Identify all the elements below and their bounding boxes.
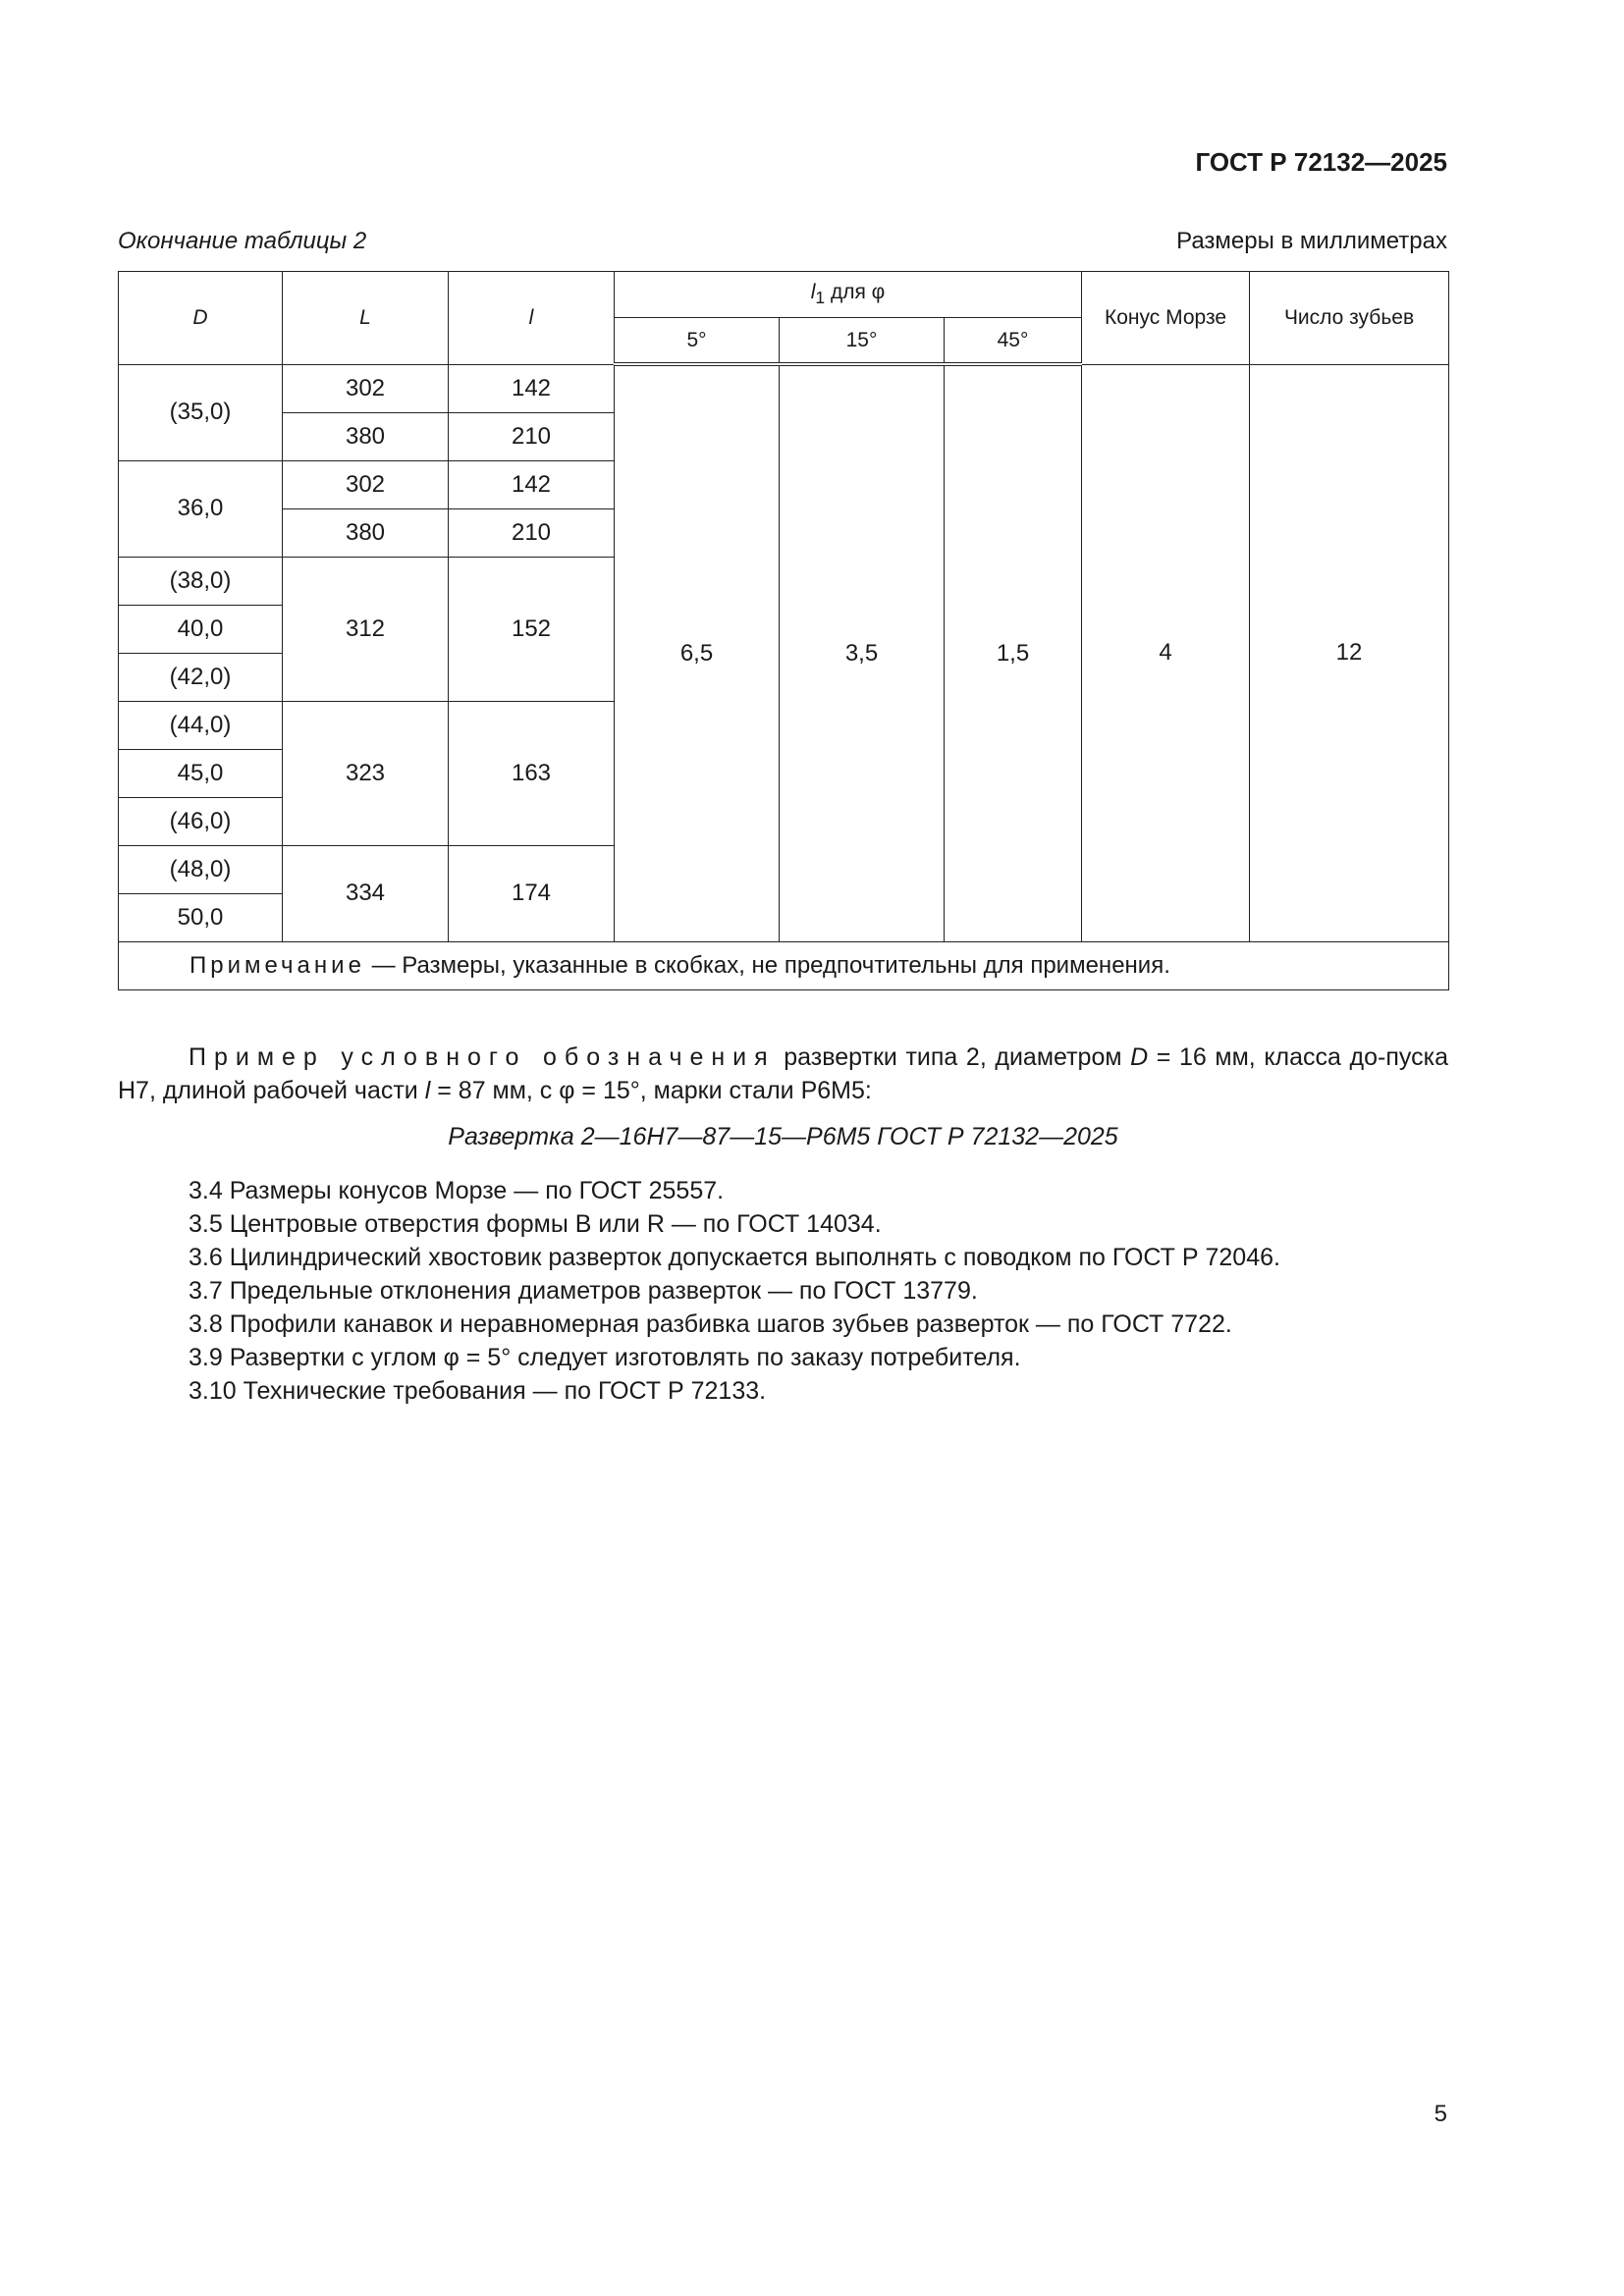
- cell-D: 50,0: [119, 893, 283, 941]
- table-note: [119, 941, 1449, 989]
- cell-phi-5-common: 6,5: [615, 364, 780, 941]
- dimensions-table: [118, 271, 1449, 990]
- cell-phi-45-common: 1,5: [945, 364, 1082, 941]
- list-item: 3.7 Предельные отклонения диаметров разверток — по ГОСТ 13779.: [189, 1277, 978, 1305]
- list-item: 3.10 Технические требования — по ГОСТ Р 72133.: [189, 1377, 767, 1405]
- cell-D: (35,0): [119, 364, 283, 460]
- cell-l: 174: [449, 845, 615, 941]
- cell-D: (42,0): [119, 653, 283, 701]
- cell-teeth-common: 12: [1250, 364, 1449, 941]
- list-item: 3.6 Цилиндрический хвостовик разверток допускается выполнять с поводком по ГОСТ Р 72046.: [189, 1244, 1280, 1271]
- cell-l: 210: [449, 412, 615, 460]
- cell-l: 210: [449, 508, 615, 557]
- document-code: ГОСТ Р 72132—2025: [1195, 147, 1447, 177]
- cell-L: 302: [283, 460, 449, 508]
- table-note-row: [119, 941, 1449, 989]
- cell-D: (44,0): [119, 701, 283, 749]
- cell-L: 323: [283, 701, 449, 845]
- header-L: L: [283, 272, 449, 365]
- cell-D: (38,0): [119, 557, 283, 605]
- example-label: Пример условного обозначения: [189, 1043, 776, 1071]
- table-row: [119, 364, 1449, 412]
- list-item: 3.5 Центровые отверстия формы В или R — по ГОСТ 14034.: [189, 1210, 882, 1238]
- cell-L: 302: [283, 364, 449, 412]
- cell-phi-15-common: 3,5: [780, 364, 945, 941]
- list-item: 3.9 Развертки с углом φ = 5° следует изготовлять по заказу потребителя.: [189, 1344, 1021, 1371]
- list-item: 3.8 Профили канавок и неравномерная разбивка шагов зубьев разверток — по ГОСТ 7722.: [189, 1310, 1232, 1338]
- header-l: l: [449, 272, 615, 365]
- cell-morse-common: 4: [1082, 364, 1250, 941]
- requirements-list: [189, 1174, 1455, 1408]
- table-units-caption: Размеры в миллиметрах: [1176, 228, 1447, 254]
- note-text: — Размеры, указанные в скобках, не предпочтительны для применения.: [364, 951, 1170, 979]
- header-phi-45: 45°: [945, 318, 1082, 365]
- designation-example-paragraph: Пример условного обозначения развертки типа 2, диаметром D = 16 мм, класса до-пуска Н7, длиной рабочей части l = 87 мм, с φ = 15°, марки стали Р6М5:: [118, 1043, 1448, 1104]
- cell-D: 36,0: [119, 460, 283, 557]
- cell-D: (46,0): [119, 797, 283, 845]
- table-continuation-caption: Окончание таблицы 2: [118, 228, 367, 254]
- cell-L: 380: [283, 412, 449, 460]
- page-number: 5: [1434, 2101, 1447, 2127]
- cell-D: 40,0: [119, 605, 283, 653]
- cell-D: 45,0: [119, 749, 283, 797]
- cell-l: 142: [449, 364, 615, 412]
- cell-l: 152: [449, 557, 615, 701]
- cell-L: 312: [283, 557, 449, 701]
- note-label: Примечание: [189, 951, 365, 979]
- cell-L: 334: [283, 845, 449, 941]
- cell-L: 380: [283, 508, 449, 557]
- header-phi-5: 5°: [615, 318, 780, 365]
- header-l1-group: $l_1$ для φ: [615, 272, 1082, 318]
- cell-l: 163: [449, 701, 615, 845]
- designation-example: Развертка 2—16Н7—87—15—Р6М5 ГОСТ Р 72132—2025: [448, 1123, 1118, 1150]
- header-morse-taper: Конус Морзе: [1082, 272, 1250, 365]
- list-item: 3.4 Размеры конусов Морзе — по ГОСТ 25557.: [189, 1177, 725, 1204]
- cell-l: 142: [449, 460, 615, 508]
- header-D: D: [119, 272, 283, 365]
- header-teeth-count: Число зубьев: [1250, 272, 1449, 365]
- header-phi-15: 15°: [780, 318, 945, 365]
- cell-D: (48,0): [119, 845, 283, 893]
